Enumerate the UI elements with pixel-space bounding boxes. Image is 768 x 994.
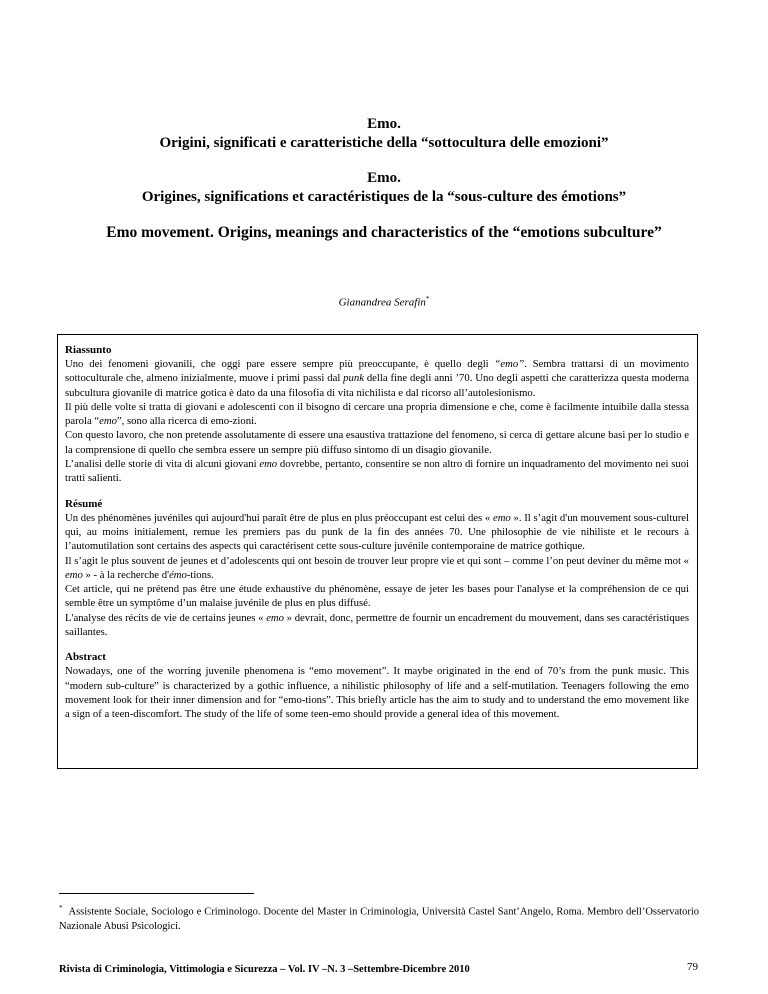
riassunto-paragraph-3: Con questo lavoro, che non pretende assolutamente di essere una esaustiva trattazione del fenomeno, si cerca di gettare alcune basi per lo studio e la comprensione di quello che sembra essere un sempre più diffuso sintomo di un disagio giovanile. bbox=[65, 429, 689, 456]
title-french-line2: Origines, significations et caractéristiques de la “sous-culture des émotions” bbox=[141, 189, 627, 205]
abstract-box bbox=[57, 334, 698, 769]
riassunto-paragraph-1: Uno dei fenomeni giovanili, che oggi pare essere sempre più preoccupante, è quello degli “emo”. Sembra trattarsi di un movimento sottoculturale che, almeno inizialmente, muove i primi passi dal punk della fine degli anni ’70. Uno degli aspetti che caratterizza questa moderna subcultura giovanile di matrice gotica è dato da una filosofia di vita nichilista e dal ricorso all’autolesionismo. bbox=[65, 358, 689, 399]
footnote-divider bbox=[59, 893, 254, 894]
resume-section bbox=[65, 497, 689, 640]
abstract-section bbox=[65, 650, 689, 721]
resume-paragraph-2: Il s’agit le plus souvent de jeunes et d’adolescents qui ont besoin de trouver leur propre vie et qui sont – comme l’on peut deviner du même mot « emo » - à la recherche d'émo-tions. bbox=[65, 554, 689, 581]
resume-paragraph-1: Un des phénomènes juvéniles qui aujourd'hui paraît être de plus en plus préoccupant est celui des « emo ». Il s’agit d'un mouvement sous-culturel qui, au moins initialement, remue les premiers pas du punk de la fin des années 70. Une philosophie de vie nihiliste et le recours à l’automutilation sont certains des aspects qui caractérisent cette sous-culture juvénile contemporaine de matrice gothique. bbox=[65, 511, 689, 553]
resume-paragraph-3: Cet article, qui ne prétend pas être une étude exhaustive du phénomène, essaye de jeter les bases pour l'analyse et la compréhension de ce qui semble être un symptôme d’un malaise juvénile de plus en plus diffusé. bbox=[65, 583, 689, 610]
page-number: 79 bbox=[687, 961, 698, 973]
title-italian-line2: Origini, significati e caratteristiche della “sottocultura delle emozioni” bbox=[159, 135, 609, 151]
journal-citation: Rivista di Criminologia, Vittimologia e Sicurezza – Vol. IV –N. 3 –Settembre-Dicembre 2010 bbox=[59, 964, 470, 975]
title-italian-line1: Emo. bbox=[367, 116, 401, 132]
author-line bbox=[0, 295, 768, 309]
title-french bbox=[80, 169, 688, 207]
abstract-paragraph-1: Nowadays, one of the worring juvenile phenomena is “emo movement”. It maybe originated in the end of 70’s from the punk music. This “modern sub-culture” is characterized by a gothic influence, a nihilistic philosophy of life and a self-mutilation. Teenagers following the emo movement look for their inner dimension and for “emo-tions”. This briefly article has the aim to study and to understand the emo movement like a sign of a teen-discomfort. The study of the life of some teen-emo should provide a general idea of this movement. bbox=[65, 665, 689, 721]
footnote-text: Assistente Sociale, Sociologo e Criminologo. Docente del Master in Criminologia, Università Castel Sant’Angelo, Roma. Membro dell’Osservatorio Nazionale Abusi Psicologici. bbox=[59, 906, 699, 932]
resume-heading: Résumé bbox=[65, 497, 103, 510]
title-french-line1: Emo. bbox=[367, 170, 401, 186]
riassunto-section bbox=[65, 343, 689, 486]
footnote-mark: * bbox=[59, 904, 63, 912]
resume-paragraph-4: L'analyse des récits de vie de certains jeunes « emo » devrait, donc, permettre de fournir un encadrement du mouvement, dans ses caractéristiques saillantes. bbox=[65, 611, 689, 639]
title-italian bbox=[80, 115, 688, 153]
author-name: Gianandrea Serafin bbox=[338, 296, 426, 309]
footnote bbox=[59, 901, 699, 934]
riassunto-paragraph-2: Il più delle volte si tratta di giovani e adolescenti con il bisogno di cercare una propria dimensione e che, come è facilmente intuibile dalla stessa parola “emo”, sono alla ricerca di emo-zioni. bbox=[65, 400, 689, 428]
title-english: Emo movement. Origins, meanings and characteristics of the “emotions subculture” bbox=[106, 224, 662, 241]
riassunto-paragraph-4: L’analisi delle storie di vita di alcuni giovani emo dovrebbe, pertanto, consentire se non altro di fornire un inquadramento del movimento nei suoi tratti salienti. bbox=[65, 458, 690, 485]
author-footnote-mark: * bbox=[425, 295, 430, 303]
riassunto-heading: Riassunto bbox=[65, 344, 112, 356]
abstract-heading: Abstract bbox=[65, 651, 106, 664]
